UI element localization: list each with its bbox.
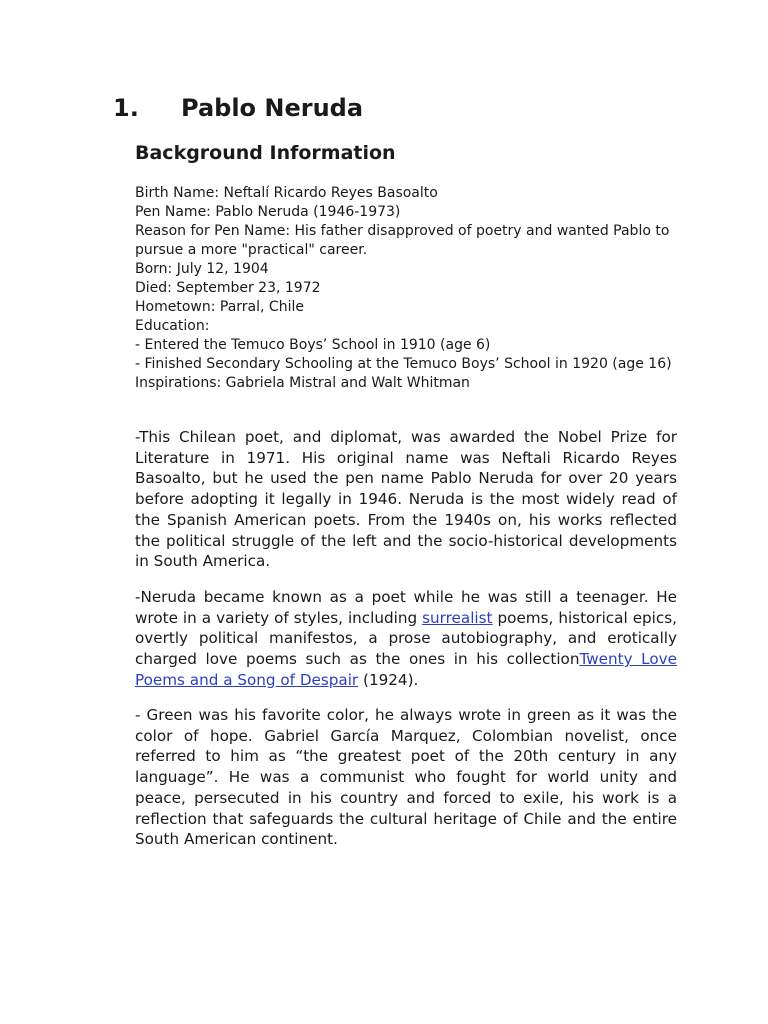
fact-died: Died: September 23, 1972 bbox=[135, 280, 321, 296]
fact-pen-name-reason-cont: pursue a more "practical" career. bbox=[135, 242, 368, 258]
page-title bbox=[113, 92, 363, 124]
paragraph-green: - Green was his favorite color, he always wrote in green as it was the color of hope. Gabriel García Marquez, Colombian novelist, once referred to him as “the greatest poet of the 20th century in any language”. He was a communist who fought for world unity and peace, persecuted in his country and forced to exile, his work is a reflection that safeguards the cultural heritage of Chile and the entire South American continent. bbox=[135, 706, 677, 849]
fact-birth-name: Birth Name: Neftalí Ricardo Reyes Basoalto bbox=[135, 185, 438, 201]
fact-inspirations: Inspirations: Gabriela Mistral and Walt Whitman bbox=[135, 375, 470, 391]
paragraph-styles-text-1: -Neruda became known as a poet while he was still a teenager. He wrote in a variety of styles, including bbox=[135, 588, 677, 627]
paragraph-nobel: -This Chilean poet, and diplomat, was awarded the Nobel Prize for Literature in 1971. His original name was Neftali Ricardo Reyes Basoalto, but he used the pen name Pablo Neruda for over 20 years before adopting it legally in 1946. Neruda is the most widely read of the Spanish American poets. From the 1940s on, his works reflected the political struggle of the left and the socio-historical developments in South America. bbox=[135, 428, 677, 571]
heading-number: 1. bbox=[113, 94, 139, 122]
paragraph-styles-text-3: (1924). bbox=[358, 670, 419, 689]
paragraph-styles bbox=[135, 587, 677, 691]
paragraph-styles-text-2: poems, historical epics, overtly political manifestos, a prose autobiography, and erotically charged love poems such as the ones in his collection bbox=[135, 608, 677, 669]
heading-title: Pablo Neruda bbox=[181, 94, 364, 122]
fact-education-item-2: - Finished Secondary Schooling at the Temuco Boys’ School in 1920 (age 16) bbox=[135, 356, 672, 372]
fact-pen-name: Pen Name: Pablo Neruda (1946-1973) bbox=[135, 204, 401, 220]
surrealist-link[interactable]: surrealist bbox=[422, 608, 493, 627]
fact-hometown: Hometown: Parral, Chile bbox=[135, 299, 304, 315]
fact-pen-name-reason: Reason for Pen Name: His father disapproved of poetry and wanted Pablo to bbox=[135, 223, 670, 239]
fact-education-item-1: - Entered the Temuco Boys’ School in 1910 (age 6) bbox=[135, 337, 491, 353]
fact-born: Born: July 12, 1904 bbox=[135, 261, 269, 277]
section-title: Background Information bbox=[135, 142, 396, 164]
twenty-love-poems-link[interactable]: Twenty Love Poems and a Song of Despair bbox=[135, 650, 677, 689]
fact-education: Education: bbox=[135, 318, 210, 334]
background-facts bbox=[135, 184, 680, 393]
